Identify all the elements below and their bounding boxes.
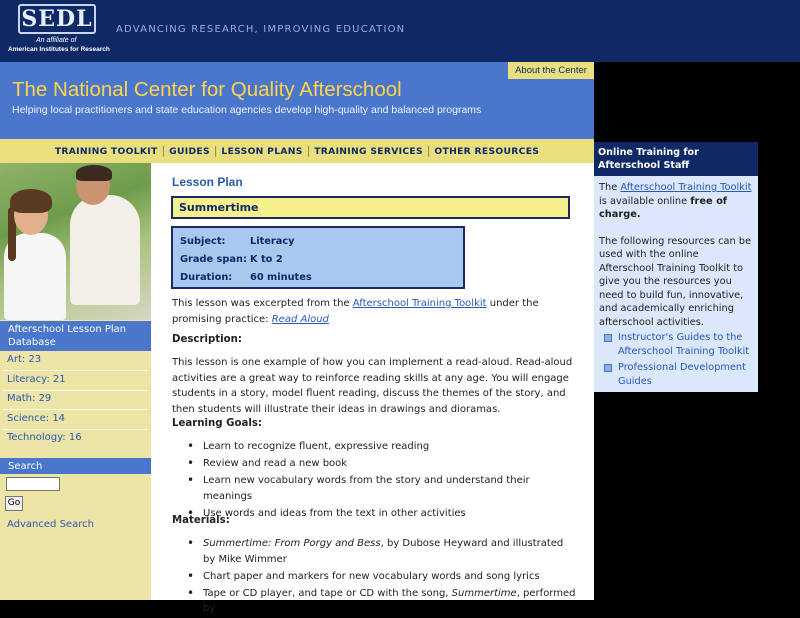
list-item: • Chart paper and markers for new vocabulary words and song lyrics	[187, 569, 577, 585]
intro-text: under the promising practice:	[172, 298, 539, 325]
online-training-box	[594, 176, 758, 392]
instructors-guides-link[interactable]	[604, 331, 754, 358]
list-item	[187, 536, 577, 567]
sidebar-divider	[3, 390, 148, 391]
instructors-guides-label: Instructor's Guides to the Afterschool Training Toolkit	[618, 332, 750, 357]
nav-other-resources[interactable]: OTHER RESOURCES	[434, 146, 540, 157]
professional-development-label: Professional Development Guides	[618, 362, 746, 387]
sidebar-divider	[3, 370, 148, 371]
nav-training-toolkit[interactable]: TRAINING TOOLKIT	[54, 146, 158, 157]
list-item: • Use words and ideas from the text in other activities	[187, 506, 577, 522]
materials-heading: Materials:	[172, 515, 230, 526]
subject-label: Subject:	[180, 236, 226, 247]
lesson-info-box	[171, 226, 465, 289]
material-text: , by Dubose Heyward and illustrated by Mike Wimmer	[203, 538, 564, 565]
main-nav	[0, 139, 594, 163]
list-item: • Review and read a new book	[187, 456, 577, 472]
read-aloud-link[interactable]: Read Aloud	[271, 313, 329, 325]
material-text: , performed by	[203, 587, 576, 614]
subject-link-art[interactable]: Art: 23	[7, 354, 42, 365]
advanced-search-link[interactable]: Advanced Search	[7, 519, 94, 530]
duration-label: Duration:	[180, 272, 233, 283]
affiliate-org: American Institutes for Research	[8, 46, 110, 53]
photo-man-hair	[76, 165, 112, 181]
sidebar-divider	[3, 409, 148, 410]
nav-separator: |	[306, 145, 311, 157]
afterschool-training-toolkit-link[interactable]: Afterschool Training Toolkit	[352, 298, 487, 309]
intro-paragraph	[172, 296, 577, 327]
main-content	[151, 163, 594, 614]
list-item: • Learn to recognize fluent, expressive reading	[187, 439, 577, 455]
nav-training-services[interactable]: TRAINING SERVICES	[314, 146, 423, 157]
description-heading: Description:	[172, 334, 242, 345]
nav-lesson-plans[interactable]: LESSON PLANS	[221, 146, 303, 157]
subject-link-literacy[interactable]: Literacy: 21	[7, 374, 66, 385]
description-text: This lesson is one example of how you can implement a read-aloud. Read-aloud activities are a great way to reinforce reading skills at any age. You will engage students in a story, model fluent reading, discuss the themes of the story, and then students will illustrate their ideas in drawings and dioramas.	[172, 357, 573, 415]
header-banner	[0, 62, 594, 139]
affiliate-text: An affiliate of	[36, 37, 77, 44]
photo-man-shirt	[70, 195, 140, 305]
subject-value: Literacy	[250, 236, 295, 247]
song-title: Summertime	[451, 587, 517, 599]
list-item	[187, 586, 577, 617]
duration-value: 60 minutes	[250, 272, 312, 283]
nav-guides[interactable]: GUIDES	[169, 146, 210, 157]
bullet-square-icon	[604, 364, 612, 372]
intro-text: This lesson was excerpted from the	[172, 298, 353, 309]
header-photo	[0, 163, 151, 320]
site-subtitle: Helping local practitioners and state education agencies develop high-quality and balanced programs	[12, 104, 482, 116]
professional-development-link[interactable]	[604, 361, 754, 388]
free-of-charge-text: free of charge.	[599, 195, 728, 220]
online-training-heading: Online Training for Afterschool Staff	[594, 142, 758, 176]
nav-separator: |	[161, 145, 166, 157]
sidebar-divider	[3, 429, 148, 430]
nav-separator: |	[213, 145, 218, 157]
tagline: ADVANCING RESEARCH, IMPROVING EDUCATION	[116, 24, 406, 35]
materials-list	[187, 536, 577, 618]
grade-span-label: Grade span:	[180, 254, 247, 265]
right-text: The	[599, 182, 621, 193]
learning-goals-list	[187, 439, 577, 523]
page-title: Lesson Plan	[172, 175, 243, 189]
sedl-logo[interactable]: SEDL	[18, 4, 96, 34]
subject-link-math[interactable]: Math: 29	[7, 393, 52, 404]
lesson-title: Summertime	[171, 196, 570, 219]
about-the-center-link[interactable]: About the Center	[508, 62, 594, 79]
go-button[interactable]: Go	[5, 496, 23, 511]
subject-link-science[interactable]: Science: 14	[7, 413, 66, 424]
learning-goals-heading: Learning Goals:	[172, 418, 263, 429]
list-item: • Learn new vocabulary words from the story and understand their meanings	[187, 473, 577, 504]
online-training-intro	[599, 181, 753, 222]
nav-separator: |	[426, 145, 431, 157]
site-title: The National Center for Quality Afterschool	[12, 78, 402, 101]
search-input[interactable]	[6, 477, 60, 491]
resources-description: The following resources can be used with the online Afterschool Training Toolkit to give you the resources you need to build fun, innovative, and academically enriching afterschool activities.	[599, 235, 752, 328]
toolkit-link[interactable]: Afterschool Training Toolkit	[620, 182, 752, 193]
photo-girl-hair	[10, 189, 52, 213]
material-text: Tape or CD player, and tape or CD with the song,	[203, 587, 452, 599]
grade-span-value: K to 2	[250, 254, 283, 265]
bullet-square-icon	[604, 334, 612, 342]
right-text: is available online	[599, 195, 691, 207]
subject-link-technology[interactable]: Technology: 16	[7, 432, 82, 443]
search-heading: Search	[0, 458, 151, 474]
book-title: Summertime: From Porgy and Bess	[203, 538, 381, 549]
left-sidebar	[0, 163, 151, 600]
database-heading: Afterschool Lesson Plan Database	[0, 321, 151, 351]
top-bar	[0, 0, 800, 62]
